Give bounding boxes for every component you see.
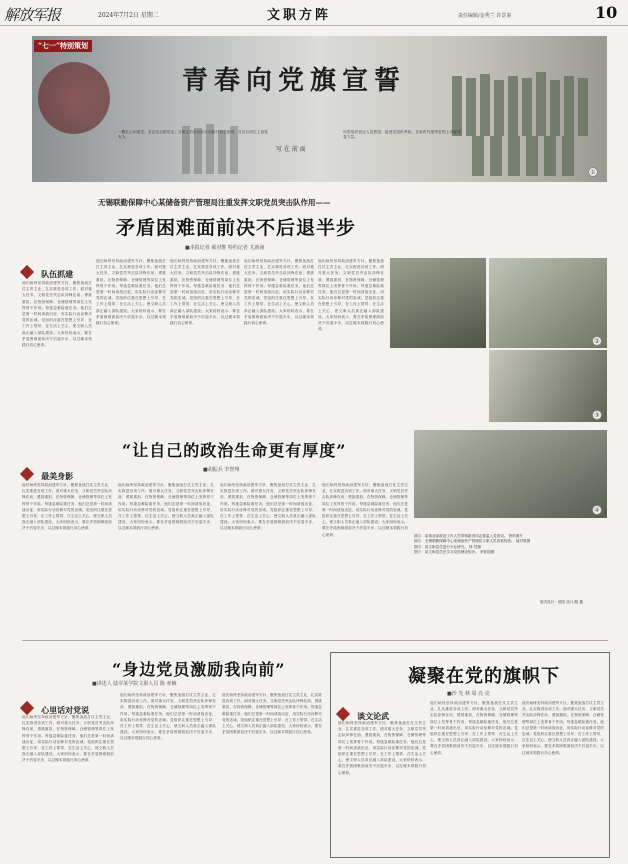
section-divider xyxy=(22,640,608,641)
main-subhead: 队伍抓建 xyxy=(22,262,73,281)
caption-3: 图③：某文职党员进行专业研究。 林 然摄 xyxy=(414,544,481,549)
photo-soldier-portrait xyxy=(489,350,607,422)
caption-2: 图②：无锡联勤保障中心某储备资产管理局文职人员查看物资。 郝对维摄 xyxy=(414,539,531,544)
main-column-5: 他们始终坚持政治建军方针，聚焦备战打仗主责主业，扎实推进各项工作。面对重大任务，文职党员突击队冲锋在前、勇挑重担，在物资保障、仓储管理等岗位上发挥骨干作用。每逢急难险重任务，他们总是第一时间请战出征，用实际行动诠释对党的忠诚。党组织注重在思想上引导、在工作上帮带、在生活上关心，使文职人员真正融入部队建设。大家纷纷表示，要在矛盾困难面前决不后退半步，以过硬本领践行初心使命。 xyxy=(318,259,384,332)
story4-column-2: 他们始终坚持政治建军方针，聚焦备战打仗主责主业，扎实推进各项工作。面对重大任务，文职党员突击队冲锋在前、勇挑重担，在物资保障、仓储管理等岗位上发挥骨干作用。每逢急难险重任务，他们总是第一时间请战出征，用实际行动诠释对党的忠诚。党组织注重在思想上引导、在工作上帮带、在生活上关心，使文职人员真正融入部队建设。大家纷纷表示，要在矛盾困难面前决不后退半步，以过硬本领践行初心使命。 xyxy=(430,701,518,755)
story4-byline: ■沙 光 林 周 亮 亮 xyxy=(447,691,490,697)
section-title: 文职方阵 xyxy=(267,8,332,23)
story4-column-3: 他们始终坚持政治建军方针，聚焦备战打仗主责主业，扎实推进各项工作。面对重大任务，文职党员突击队冲锋在前、勇挑重担，在物资保障、仓储管理等岗位上发挥骨干作用。每逢急难险重任务，他们总是第一时间请战出征，用实际行动诠释对党的忠诚。党组织注重在思想上引导、在工作上帮带、在生活上关心，使文职人员真正融入部队建设。大家纷纷表示，要在矛盾困难面前决不后退半步，以过硬本领践行初心使命。 xyxy=(522,701,604,755)
issue-date: 2024年7月2日 星期二 xyxy=(98,12,159,19)
main-headline: 矛盾困难面前决不后退半步 xyxy=(116,217,357,239)
story2-byline: ■胡振兵 李智翔 xyxy=(203,467,240,473)
story4-column-1: 他们始终坚持政治建军方针，聚焦备战打仗主责主业，扎实推进各项工作。面对重大任务，文职党员突击队冲锋在前、勇挑重担，在物资保障、仓储管理等岗位上发挥骨干作用。每逢急难险重任务，他们总是第一时间请战出征，用实际行动诠释对党的忠诚。党组织注重在思想上引导、在工作上帮带、在生活上关心，使文职人员真正融入部队建设。大家纷纷表示，要在矛盾困难面前决不后退半步，以过硬本领践行初心使命。 xyxy=(338,721,426,775)
caption-4: 图④：某文职党员在学习党的理论知识。 李智翔摄 xyxy=(414,550,495,555)
subhead-diamond-icon xyxy=(20,467,34,481)
page-number: 10 xyxy=(595,3,618,22)
photo-number-badge: ③ xyxy=(592,410,602,420)
caption-1: 图①：某事业部政治工作人员带领新进同志重温入党誓词。 资料照片 xyxy=(414,534,523,538)
photo-captions xyxy=(414,534,607,556)
story2-column-4: 他们始终坚持政治建军方针，聚焦备战打仗主责主业，扎实推进各项工作。面对重大任务，文职党员突击队冲锋在前、勇挑重担，在物资保障、仓储管理等岗位上发挥骨干作用。每逢急难险重任务，他们总是第一时间请战出征，用实际行动诠释对党的忠诚。党组织注重在思想上引导、在工作上帮带、在生活上关心，使文职人员真正融入部队建设。大家纷纷表示，要在矛盾困难面前决不后退半步，以过硬本领践行初心使命。 xyxy=(322,483,408,537)
feature-tag: “七一”特别策划 xyxy=(34,40,92,52)
story4-headline: 凝聚在党的旗帜下 xyxy=(408,666,560,687)
story2-column-2: 他们始终坚持政治建军方针，聚焦备战打仗主责主业，扎实推进各项工作。面对重大任务，文职党员突击队冲锋在前、勇挑重担，在物资保障、仓储管理等岗位上发挥骨干作用。每逢急难险重任务，他们总是第一时间请战出征，用实际行动诠释对党的忠诚。党组织注重在思想上引导、在工作上帮带、在生活上关心，使文职人员真正融入部队建设。大家纷纷表示，要在矛盾困难面前决不后退半步，以过硬本领践行初心使命。 xyxy=(118,483,214,531)
main-column-1: 他们始终坚持政治建军方针，聚焦备战打仗主责主业，扎实推进各项工作。面对重大任务，文职党员突击队冲锋在前、勇挑重担，在物资保障、仓储管理等岗位上发挥骨干作用。每逢急难险重任务，他们总是第一时间请战出征，用实际行动诠释对党的忠诚。党组织注重在思想上引导、在工作上帮带、在生活上关心，使文职人员真正融入部队建设。大家纷纷表示，要在矛盾困难面前决不后退半步，以过硬本领践行初心使命。 xyxy=(22,281,92,348)
main-column-3: 他们始终坚持政治建军方针，聚焦备战打仗主责主业，扎实推进各项工作。面对重大任务，文职党员突击队冲锋在前、勇挑重担，在物资保障、仓储管理等岗位上发挥骨干作用。每逢急难险重任务，他们总是第一时间请战出征，用实际行动诠释对党的忠诚。党组织注重在思想上引导、在工作上帮带、在生活上关心，使文职人员真正融入部队建设。大家纷纷表示，要在矛盾困难面前决不后退半步，以过硬本领践行初心使命。 xyxy=(170,259,240,326)
main-kicker: 无锡联勤保障中心某储备资产管理局注重发挥文职党员突击队作用—— xyxy=(98,198,331,207)
party-emblem xyxy=(38,62,110,134)
hero-lede-left: 一颗红心向着党，坚定信念跟党走。文职人员用实际行动践行初心使命，在各自岗位上奋发有为。 xyxy=(118,130,268,140)
photo-warehouse-inspection xyxy=(489,258,607,348)
story3-subhead: 心里话对党说 xyxy=(22,698,89,717)
story2-subhead: 最美身影 xyxy=(22,464,73,483)
photo-reading-materials xyxy=(390,258,486,348)
story3-byline: ■讲述人 陆军某学院文职人员 陈 亚楠 xyxy=(92,681,177,687)
hero-lede-right: 向党组织表达入党愿望，接受党组织考验，在新时代强军征程上贡献青春力量。 xyxy=(343,130,461,140)
story2-column-1: 他们始终坚持政治建军方针，聚焦备战打仗主责主业，扎实推进各项工作。面对重大任务，文职党员突击队冲锋在前、勇挑重担，在物资保障、仓储管理等岗位上发挥骨干作用。每逢急难险重任务，他们总是第一时间请战出征，用实际行动诠释对党的忠诚。党组织注重在思想上引导、在工作上帮带、在生活上关心，使文职人员真正融入部队建设。大家纷纷表示，要在矛盾困难面前决不后退半步，以过硬本领践行初心使命。 xyxy=(22,483,112,531)
newspaper-logo: 解放军报 xyxy=(4,6,61,24)
subhead-diamond-icon xyxy=(336,707,350,721)
hero-title: 青春向党旗宣誓 xyxy=(182,66,407,96)
foreword-label: 写 在 前 面 xyxy=(276,146,306,153)
main-byline: ■本报记者 郝对维 特约记者 尤新南 xyxy=(185,245,265,251)
story3-column-3: 他们始终坚持政治建军方针，聚焦备战打仗主责主业，扎实推进各项工作。面对重大任务，文职党员突击队冲锋在前、勇挑重担，在物资保障、仓储管理等岗位上发挥骨干作用。每逢急难险重任务，他们总是第一时间请战出征，用实际行动诠释对党的忠诚。党组织注重在思想上引导、在工作上帮带、在生活上关心，使文职人员真正融入部队建设。大家纷纷表示，要在矛盾困难面前决不后退半步，以过硬本领践行初心使命。 xyxy=(222,693,322,735)
story3-column-1: 他们始终坚持政治建军方针，聚焦备战打仗主责主业，扎实推进各项工作。面对重大任务，文职党员突击队冲锋在前、勇挑重担，在物资保障、仓储管理等岗位上发挥骨干作用。每逢急难险重任务，他们总是第一时间请战出征，用实际行动诠释对党的忠诚。党组织注重在思想上引导、在工作上帮带、在生活上关心，使文职人员真正融入部队建设。大家纷纷表示，要在矛盾困难面前决不后退半步，以过硬本领践行初心使命。 xyxy=(22,715,114,763)
story2-headline: “让自己的政治生命更有厚度” xyxy=(122,441,347,460)
photo-number-badge: ④ xyxy=(592,505,602,515)
story4-subhead: 谈文论武 xyxy=(338,704,389,723)
subhead-diamond-icon xyxy=(20,265,34,279)
design-credits: 版式设计：欧阳 设计/版 鑫 xyxy=(540,600,584,604)
photo-number-badge: ② xyxy=(592,336,602,346)
main-column-2: 他们始终坚持政治建军方针，聚焦备战打仗主责主业，扎实推进各项工作。面对重大任务，文职党员突击队冲锋在前、勇挑重担，在物资保障、仓储管理等岗位上发挥骨干作用。每逢急难险重任务，他们总是第一时间请战出征，用实际行动诠释对党的忠诚。党组织注重在思想上引导、在工作上帮带、在生活上关心，使文职人员真正融入部队建设。大家纷纷表示，要在矛盾困难面前决不后退半步，以过硬本领践行初心使命。 xyxy=(96,259,166,326)
photo-study-session xyxy=(414,430,607,518)
main-column-4: 他们始终坚持政治建军方针，聚焦备战打仗主责主业，扎实推进各项工作。面对重大任务，文职党员突击队冲锋在前、勇挑重担，在物资保障、仓储管理等岗位上发挥骨干作用。每逢急难险重任务，他们总是第一时间请战出征，用实际行动诠释对党的忠诚。党组织注重在思想上引导、在工作上帮带、在生活上关心，使文职人员真正融入部队建设。大家纷纷表示，要在矛盾困难面前决不后退半步，以过硬本领践行初心使命。 xyxy=(244,259,314,326)
subhead-diamond-icon xyxy=(20,701,34,715)
photo-number-badge: ① xyxy=(588,167,598,177)
story2-column-3: 他们始终坚持政治建军方针，聚焦备战打仗主责主业，扎实推进各项工作。面对重大任务，文职党员突击队冲锋在前、勇挑重担，在物资保障、仓储管理等岗位上发挥骨干作用。每逢急难险重任务，他们总是第一时间请战出征，用实际行动诠释对党的忠诚。党组织注重在思想上引导、在工作上帮带、在生活上关心，使文职人员真正融入部队建设。大家纷纷表示，要在矛盾困难面前决不后退半步，以过硬本领践行初心使命。 xyxy=(220,483,316,531)
editors-line: 责任编辑/金秀兰 许景秦 xyxy=(458,13,512,19)
story3-headline: “身边党员激励我向前” xyxy=(112,660,286,679)
story3-column-2: 他们始终坚持政治建军方针，聚焦备战打仗主责主业，扎实推进各项工作。面对重大任务，文职党员突击队冲锋在前、勇挑重担，在物资保障、仓储管理等岗位上发挥骨干作用。每逢急难险重任务，他们总是第一时间请战出征，用实际行动诠释对党的忠诚。党组织注重在思想上引导、在工作上帮带、在生活上关心，使文职人员真正融入部队建设。大家纷纷表示，要在矛盾困难面前决不后退半步，以过硬本领践行初心使命。 xyxy=(120,693,216,741)
